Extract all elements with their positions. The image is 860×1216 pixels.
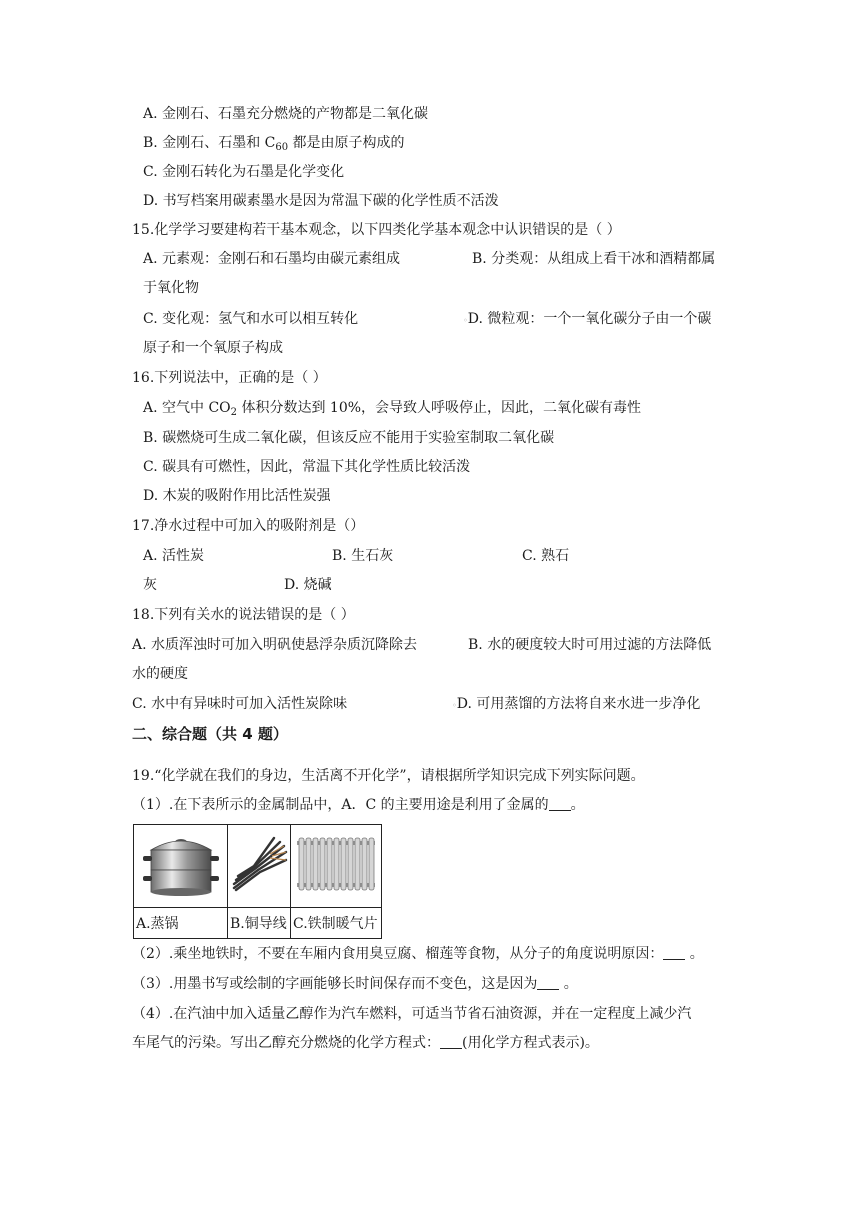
answer-blank <box>440 1034 462 1049</box>
q18-option-b-cont: 水的硬度 <box>132 666 188 682</box>
table-caption-b: B.铜导线 <box>228 908 291 939</box>
q16-option-a <box>143 398 641 418</box>
q17-option-c: C. 熟石 <box>522 548 570 564</box>
q18-option-b: B. 水的硬度较大时可用过滤的方法降低 <box>468 637 712 653</box>
radiator-icon <box>294 835 378 893</box>
q17-stem: 17.净水过程中可加入的吸附剂是（） <box>132 518 365 534</box>
answer-blank <box>537 975 559 990</box>
radiator-image-cell <box>291 825 382 908</box>
q19-part2 <box>132 944 704 964</box>
q18-option-d <box>452 694 700 716</box>
section-heading: 二、综合题（共 4 题） <box>132 725 288 743</box>
steamer-image-cell <box>134 825 228 908</box>
q15-option-d-cont: 原子和一个氧原子构成 <box>143 340 283 356</box>
q19-part3 <box>132 974 578 994</box>
q19-part3-end: 。 <box>559 976 578 992</box>
q19-part1-text: （1）.在下表所示的金属制品中，A．C 的主要用途是利用了金属的 <box>132 797 549 813</box>
q19-part1-end: 。 <box>570 797 585 813</box>
q19-part2-text: （2）.乘坐地铁时，不要在车厢内食用臭豆腐、榴莲等食物，从分子的角度说明原因： <box>132 946 664 962</box>
q14-option-b-subscript: 60 <box>275 142 289 153</box>
q14-option-a: A. 金刚石、石墨充分燃烧的产物都是二氧化碳 <box>143 106 429 122</box>
metal-products-table <box>133 824 382 939</box>
q19-part4: （4）.在汽油中加入适量乙醇作为汽车燃料，可适当节省石油资源，并在一定程度上减少汽 <box>132 1006 692 1022</box>
q19-part4-end: (用化学方程式表示)。 <box>462 1035 599 1051</box>
q14-option-b-post: 都是由原子构成的 <box>288 135 405 151</box>
q14-option-b-pre: B. 金刚石、石墨和 C <box>143 135 276 151</box>
q15-option-d-text: D. 微粒观：一个一氧化碳分子由一个碳 <box>467 311 712 327</box>
q15-option-b-cont: 于氧化物 <box>143 280 199 296</box>
table-caption-a: A.蒸锅 <box>134 908 228 939</box>
bullet-dot-icon: ◦ <box>463 316 468 325</box>
q16-option-d: D. 木炭的吸附作用比活性炭强 <box>143 488 331 504</box>
q14-option-b <box>143 133 405 153</box>
q14-option-d: D. 书写档案用碳素墨水是因为常温下碳的化学性质不活泼 <box>143 193 499 209</box>
q17-option-b: B. 生石灰 <box>332 548 394 564</box>
q15-option-b: B. 分类观：从组成上看干冰和酒精都属 <box>472 251 716 267</box>
q15-option-a: A. 元素观：金刚石和石墨均由碳元素组成 <box>143 251 401 267</box>
q15-stem: 15.化学学习要建构若干基本观念，以下四类化学基本观念中认识错误的是（ ） <box>132 222 621 238</box>
q19-part1 <box>132 795 585 815</box>
q18-option-d-text: D. 可用蒸馏的方法将自来水进一步净化 <box>456 696 701 712</box>
bullet-dot-icon: ◦ <box>452 701 457 710</box>
copper-wire-icon <box>230 834 288 894</box>
q18-option-a: A. 水质浑浊时可加入明矾使悬浮杂质沉降除去 <box>132 637 418 653</box>
q15-option-d <box>463 309 711 331</box>
q16-option-a-post: 体积分数达到 10%，会导致人呼吸停止，因此，二氧化碳有毒性 <box>237 400 642 416</box>
steamer-pot-icon <box>141 828 221 900</box>
q16-option-c: C. 碳具有可燃性，因此，常温下其化学性质比较活泼 <box>143 459 471 475</box>
q17-option-a: A. 活性炭 <box>143 548 205 564</box>
q16-stem: 16.下列说法中，正确的是（ ） <box>132 370 327 386</box>
q19-part4-text: 车尾气的污染。写出乙醇充分燃烧的化学方程式： <box>132 1035 440 1051</box>
q18-option-c: C. 水中有异味时可加入活性炭除味 <box>132 696 348 712</box>
q16-option-b: B. 碳燃烧可生成二氧化碳，但该反应不能用于实验室制取二氧化碳 <box>143 430 555 446</box>
q19-stem: 19.“化学就在我们的身边，生活离不开化学”，请根据所学知识完成下列实际问题。 <box>132 768 645 784</box>
q14-option-c: C. 金刚石转化为石墨是化学变化 <box>143 164 345 180</box>
q19-part4-cont <box>132 1033 599 1053</box>
q19-part2-end: 。 <box>685 946 704 962</box>
table-caption-c: C.铁制暖气片 <box>291 908 382 939</box>
answer-blank <box>549 796 571 811</box>
answer-blank <box>663 945 685 960</box>
q19-part3-text: （3）.用墨书写或绘制的字画能够长时间保存而不变色，这是因为 <box>132 976 538 992</box>
q17-option-d: D. 烧碱 <box>284 577 332 593</box>
q17-option-c-cont: 灰 <box>143 577 157 593</box>
q16-option-a-pre: A. 空气中 CO <box>143 400 231 416</box>
q16-option-a-subscript: 2 <box>230 407 238 418</box>
copper-wire-image-cell <box>228 825 291 908</box>
q15-option-c: C. 变化观：氢气和水可以相互转化 <box>143 311 359 327</box>
q18-stem: 18.下列有关水的说法错误的是（ ） <box>132 607 355 623</box>
